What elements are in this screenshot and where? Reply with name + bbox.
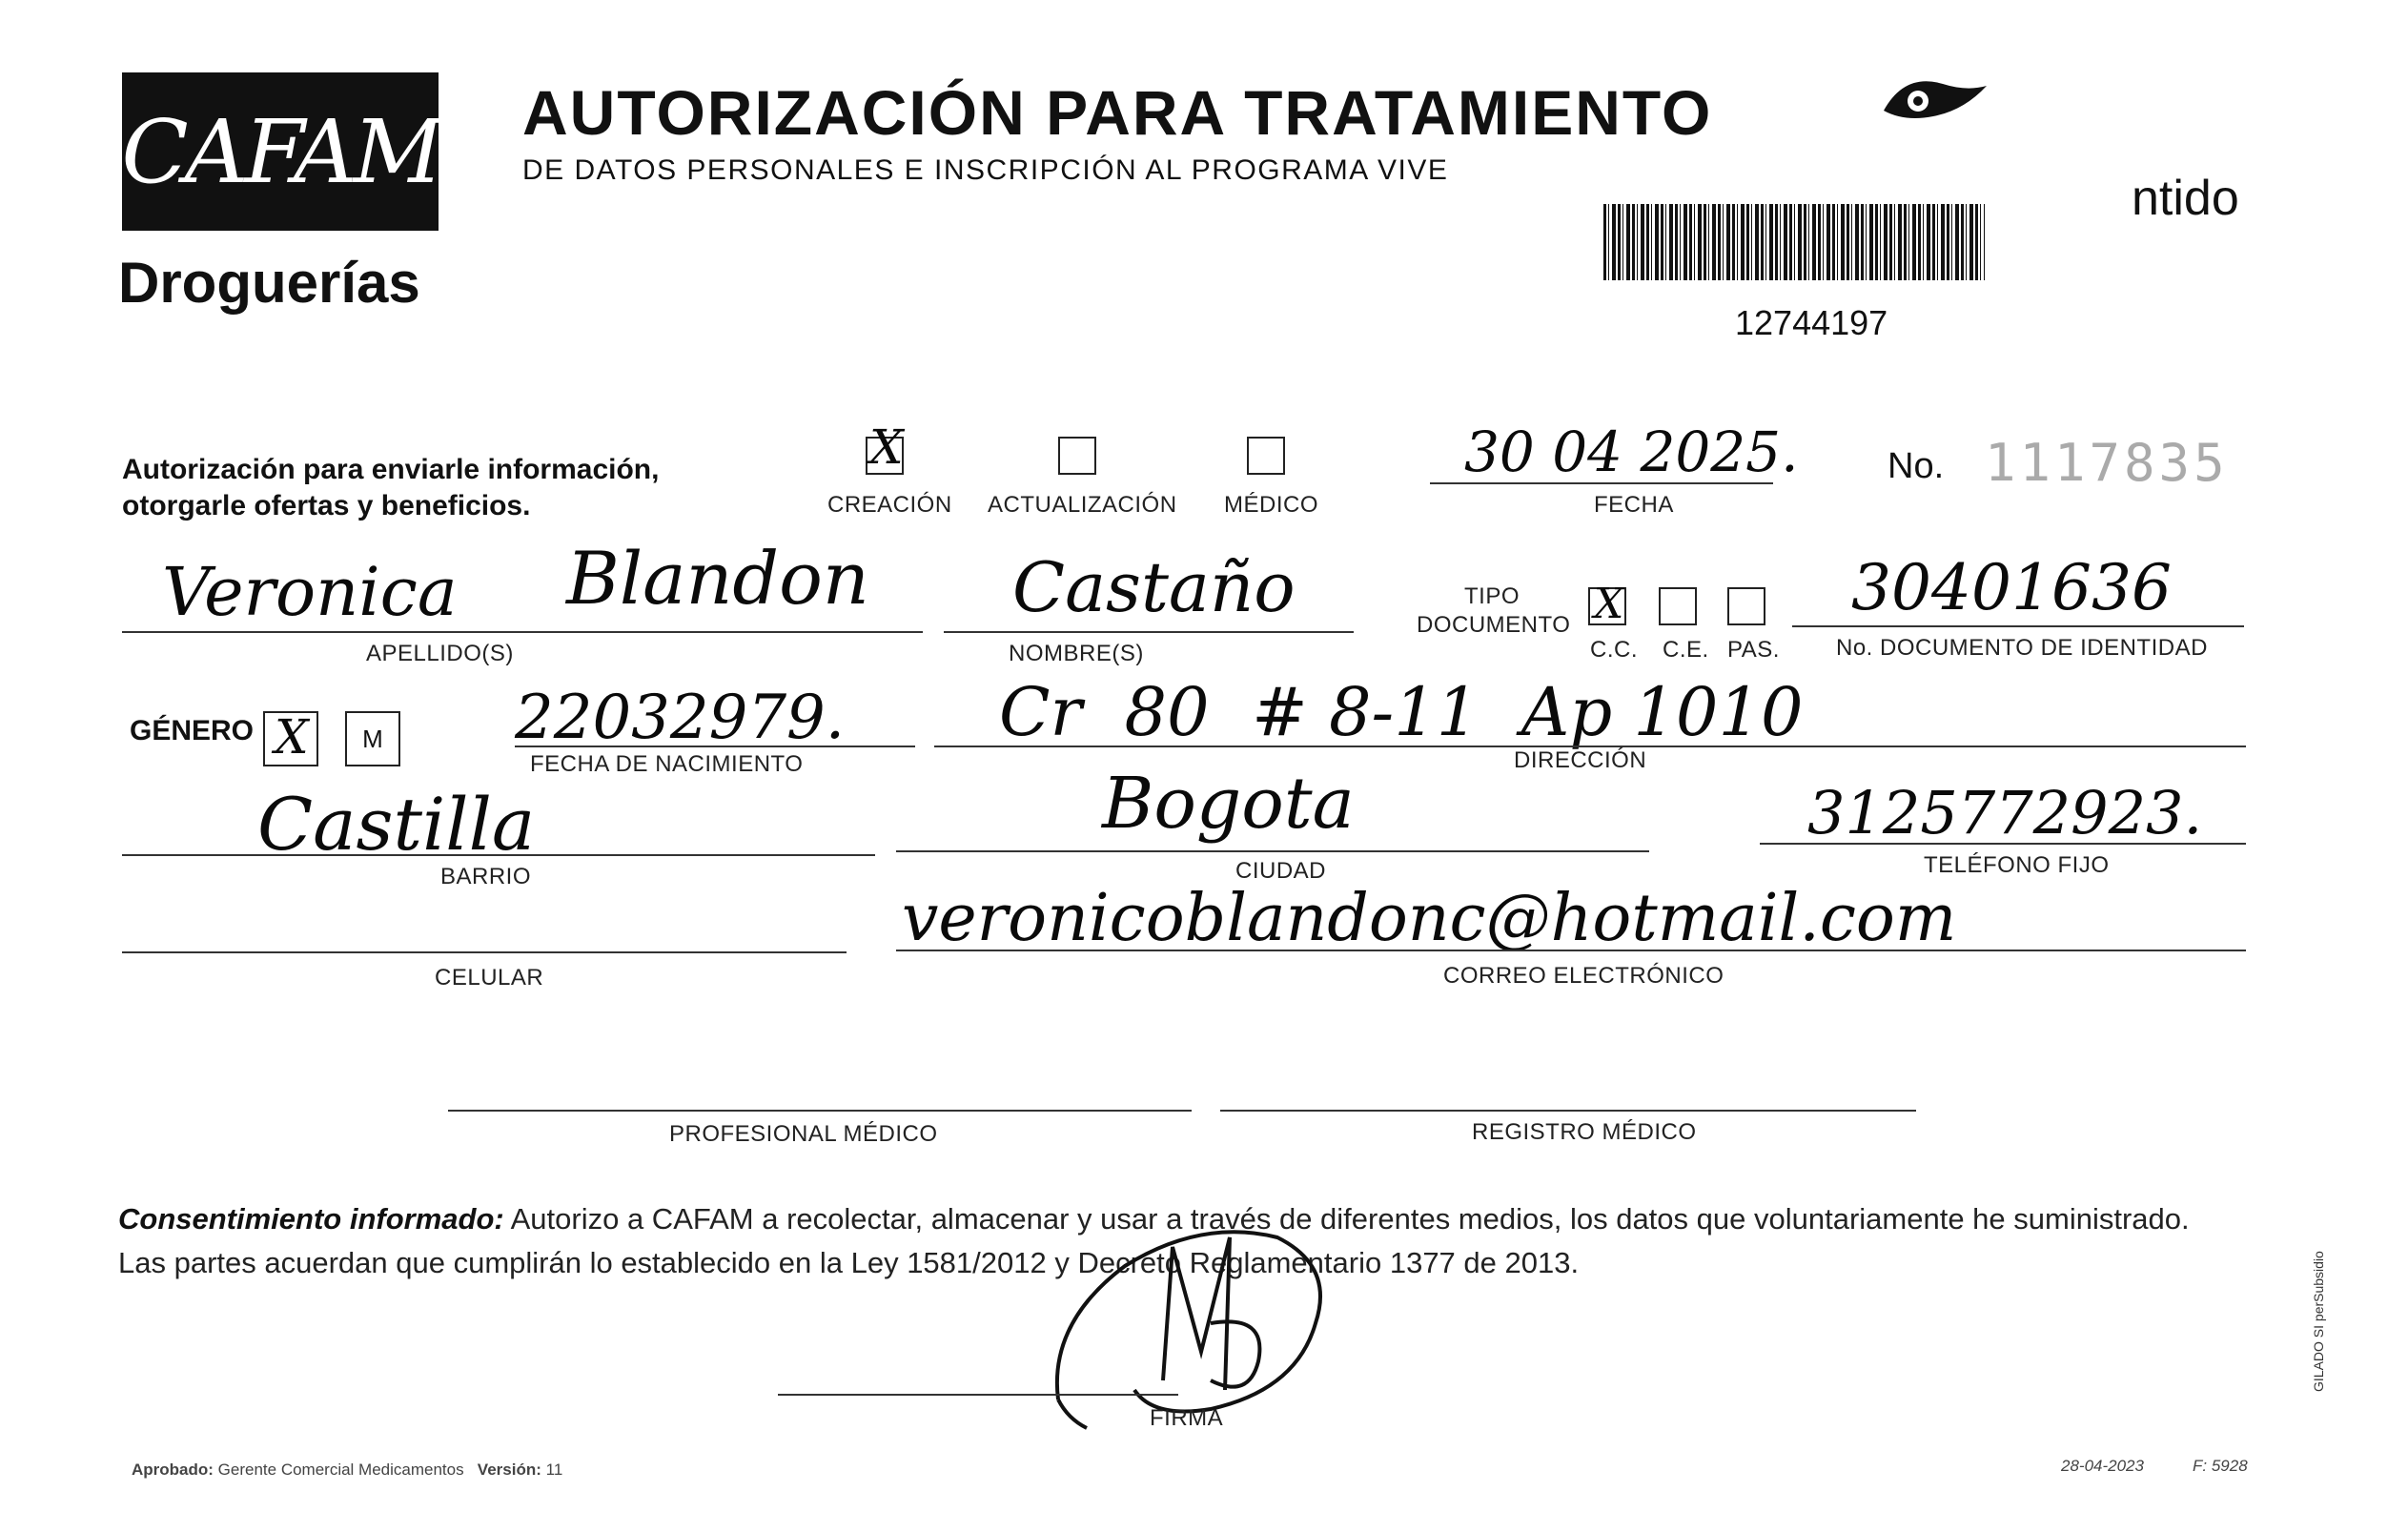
- barrio-line: [122, 854, 875, 856]
- barrio-label: BARRIO: [440, 864, 532, 889]
- ciudad-line: [896, 850, 1649, 852]
- intro-text: [122, 452, 659, 524]
- page-title: AUTORIZACIÓN PARA TRATAMIENTO: [522, 77, 1713, 148]
- form-number-prefix: No.: [1888, 446, 1945, 486]
- consent-heading: Consentimiento informado:: [118, 1202, 504, 1236]
- intro-line2: otorgarle ofertas y beneficios.: [122, 490, 531, 521]
- version-value: 11: [545, 1461, 563, 1479]
- cc-checkbox[interactable]: [1588, 580, 1626, 628]
- profesional-label: PROFESIONAL MÉDICO: [669, 1121, 938, 1147]
- telefono-value: 3125772923.: [1807, 778, 2203, 848]
- apellido-value: Veronica: [162, 553, 458, 631]
- tipo-label: TIPO: [1464, 583, 1520, 609]
- nombre-label: NOMBRE(S): [1009, 641, 1144, 666]
- email-line: [896, 950, 2246, 951]
- side-text: GILADO SI perSubsidio: [2311, 1251, 2326, 1392]
- documento-label: DOCUMENTO: [1417, 612, 1571, 638]
- doc-number-label: No. DOCUMENTO DE IDENTIDAD: [1836, 635, 2208, 661]
- telefono-label: TELÉFONO FIJO: [1924, 852, 2110, 878]
- pas-label: PAS.: [1727, 637, 1780, 663]
- actualizacion-checkbox[interactable]: [1058, 437, 1096, 475]
- cc-mark: X: [1594, 580, 1624, 628]
- creacion-checkbox[interactable]: [866, 419, 904, 475]
- birth-value: 22032979.: [515, 683, 846, 753]
- gender-m-checkbox[interactable]: [345, 711, 400, 766]
- signature-label: FIRMA: [1150, 1405, 1224, 1431]
- address-value: Cr 80 # 8-11 Ap 1010: [999, 673, 1804, 751]
- ciudad-value: Bogota: [1102, 763, 1355, 845]
- gender-m-label: M: [362, 724, 383, 753]
- creacion-mark: X: [869, 419, 904, 475]
- gender-f-mark: X: [275, 709, 309, 765]
- fecha-value: 30 04 2025.: [1464, 419, 1799, 484]
- cc-label: C.C.: [1590, 637, 1638, 663]
- ce-label: C.E.: [1663, 637, 1709, 663]
- form-number: 1117835: [1985, 433, 2229, 493]
- barcode-number: 12744197: [1735, 303, 1888, 342]
- barcode: [1603, 204, 1985, 280]
- brand-subtitle: Droguerías: [118, 251, 420, 315]
- registro-label: REGISTRO MÉDICO: [1472, 1119, 1697, 1145]
- aprobado-label: Aprobado:: [132, 1461, 214, 1479]
- registro-line: [1220, 1110, 1916, 1112]
- email-value: veronicoblandonc@hotmail.com: [902, 881, 1957, 956]
- doc-number-line: [1792, 625, 2244, 627]
- footer-code: F: 5928: [2193, 1457, 2248, 1475]
- celular-label: CELULAR: [435, 965, 544, 991]
- consent-line1: Autorizo a CAFAM a recolectar, almacenar y usar a través de diferentes medios, los datos que voluntariamente he suministrado.: [503, 1202, 2190, 1236]
- ce-checkbox[interactable]: [1659, 587, 1697, 625]
- address-label: DIRECCIÓN: [1514, 747, 1647, 773]
- page-subtitle: DE DATOS PERSONALES E INSCRIPCIÓN AL PROGRAMA VIVE: [522, 154, 1449, 186]
- consent-line2: Las partes acuerdan que cumplirán lo establecido en la Ley 1581/2012 y Decreto Reglamentario 1377 de 2013.: [118, 1246, 1580, 1279]
- birth-label: FECHA DE NACIMIENTO: [530, 751, 804, 777]
- birth-line: [515, 746, 915, 747]
- celular-line: [122, 951, 847, 953]
- logo-text: CAFAM: [121, 100, 439, 203]
- actualizacion-label: ACTUALIZACIÓN: [988, 492, 1177, 518]
- nombre-value: Castaño: [1012, 547, 1296, 627]
- signature-line: [778, 1394, 1178, 1396]
- doc-number-value: 30401636: [1851, 551, 2172, 624]
- vive-eye-icon: [1876, 63, 1990, 139]
- apellido-line: [122, 631, 923, 633]
- barrio-value: Castilla: [257, 782, 536, 867]
- handwritten-signature: [1039, 1209, 1354, 1438]
- footer-approval: [132, 1461, 562, 1480]
- ciudad-label: CIUDAD: [1235, 858, 1327, 884]
- version-label: Versión:: [477, 1461, 541, 1479]
- genero-label: GÉNERO: [130, 715, 255, 746]
- profesional-line: [448, 1110, 1192, 1112]
- email-label: CORREO ELECTRÓNICO: [1443, 963, 1724, 989]
- stamp-fragment: ntido: [2132, 171, 2239, 226]
- nombre-line: [944, 631, 1354, 633]
- aprobado-value: Gerente Comercial Medicamentos: [217, 1461, 464, 1479]
- footer-date: 28-04-2023: [2061, 1457, 2144, 1475]
- apellido-value-2: Blandon: [566, 536, 869, 621]
- fecha-line: [1430, 482, 1773, 484]
- fecha-label: FECHA: [1594, 492, 1674, 518]
- pas-checkbox[interactable]: [1727, 587, 1765, 625]
- apellido-label: APELLIDO(S): [366, 641, 514, 666]
- medico-label: MÉDICO: [1224, 492, 1318, 518]
- medico-checkbox[interactable]: [1247, 437, 1285, 475]
- creacion-label: CREACIÓN: [827, 492, 952, 518]
- telefono-line: [1760, 843, 2246, 845]
- cafam-logo: [122, 72, 439, 231]
- intro-line1: Autorización para enviarle información,: [122, 454, 660, 485]
- gender-f-checkbox[interactable]: [263, 711, 318, 766]
